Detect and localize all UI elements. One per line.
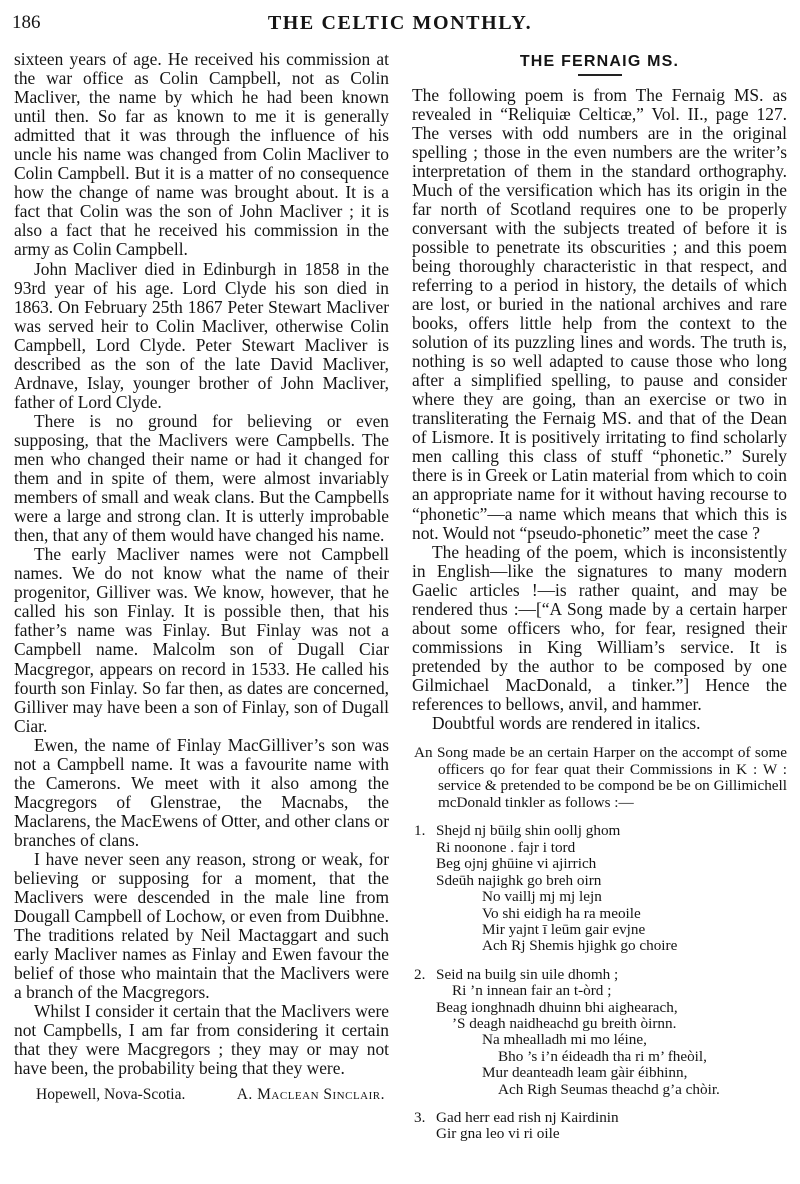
signature-author: A. Maclean Sinclair.: [236, 1085, 385, 1103]
verse-1: [412, 823, 787, 954]
verse-2: [412, 967, 787, 1098]
title-divider: [578, 74, 622, 76]
verse-line: Shejd nj būilg shin oollj ghom: [436, 822, 621, 840]
poem-heading: An Song made be an certain Harper on the accompt of some officers qo for fear quat their Commissions in K : W : service & pretended to be compond be be on Gillimichell mcDonald tinkler as follows :—: [414, 744, 787, 811]
verse-line: No vaillj mj mj lejn: [482, 888, 602, 906]
signature: [14, 1085, 389, 1104]
verse-line: Ri noonone . fajr i tord: [436, 838, 576, 856]
verse-line: Beg ojnj ghūine vi ajirrich: [436, 855, 597, 873]
paragraph: The early Macliver names were not Campbell names. We do not know what the name of their progenitor, Gilliver was. We know, however, that he called his son Finlay. It is possible then, that his father’s name was Finlay. But Finlay was not a Campbell name. Malcolm son of Dugall Ciar Macgregor, appears on record in 1533. He called his fourth son Finlay. So far then, as dates are concerned, Gilliver may have been a son of Finlay, son of Dugall Ciar.: [14, 544, 389, 736]
paragraph: There is no ground for believing or even supposing, that the Maclivers were Campbells. The men who changed their name or had it changed for them and in spite of them, were almost invariably members of small and weak clans. But the Campbells were a large and strong clan. It is utterly improbable then, that any of them would have changed his name.: [14, 410, 389, 546]
journal-title: THE CELTIC MONTHLY.: [267, 12, 533, 34]
paragraph: The heading of the poem, which is inconsistently in English—like the signatures to many modern Gaelic articles !—is rather quaint, and may be rendered thus :—[“A Song made by a certain harper about some officers who, for fear, resigned their commissions in King William’s service. It is pretended by the author to be composed by one Gilmichael MacDonald, a tinker.”] Hence the references to bellows, anvil, and hammer.: [412, 541, 787, 714]
signature-place: Hopewell, Nova-Scotia.: [36, 1085, 186, 1103]
verse-line: Na mhealladh mi mo léine,: [482, 1031, 647, 1049]
verse-line: Ach Rj Shemis hjighk go choire: [482, 937, 678, 955]
paragraph: John Macliver died in Edinburgh in 1858 in the 93rd year of his age. Lord Clyde his son died in 1863. On February 25th 1867 Peter Stewart Macliver was served heir to Colin Macliver, otherwise Colin Campbell, Lord Clyde. Peter Stewart Macliver is described as the son of the late David Macliver, Ardnave, Islay, younger brother of John Macliver, father of Lord Clyde.: [14, 258, 389, 412]
verse-number: 2.: [414, 965, 426, 983]
verse-line: Mur deanteadh leam gàir éibhinn,: [482, 1064, 688, 1082]
verse-number: 3.: [414, 1108, 426, 1126]
verse-line: Gad herr ead rish nj Kairdinin: [436, 1108, 619, 1126]
verse-line: Seid na builg sin uile dhomh ;: [436, 965, 619, 983]
verse-line: Beag ionghnadh dhuinn bhi aighearach,: [436, 998, 678, 1016]
verse-line: Sdeūh najighk go breh oirn: [436, 871, 602, 889]
verse-line: Ach Righ Seumas theachd g’a chòir.: [498, 1080, 720, 1098]
article-title: THE FERNAIG MS.: [519, 53, 680, 70]
left-column: [14, 50, 389, 1104]
paragraph: Doubtful words are rendered in italics.: [432, 713, 701, 734]
verse-3: [412, 1110, 787, 1143]
paragraph: Whilst I consider it certain that the Maclivers were not Campbells, I am far from considering it certain that they were Macgregors ; they may or may not have been, the probability being that they were.: [14, 1001, 389, 1079]
verse-line: ’S deagh naidheachd gu breith òirnn.: [452, 1014, 677, 1032]
verse-line: Ri ’n innean fair an t-òrd ;: [452, 982, 612, 1000]
paragraph: sixteen years of age. He received his commission at the war office as Colin Campbell, not as Colin Macliver, the name by which he had been known until then. So far as known to me it is generally admitted that it was through the influence of his uncle his name was changed from Colin Macliver to Colin Campbell. But it is a matter of no consequence how the change of name was brought about. It is a fact that Colin was the son of John Macliver ; it is also a fact that he received his commission in the army as Colin Campbell.: [14, 49, 389, 260]
paragraph: I have never seen any reason, strong or weak, for believing or supposing for a moment, that the Maclivers were descended in the male line from Dougall Campbell of Lochow, or even from Duibhne. The traditions related by Neil Mactaggart and such early Macliver names as Finlay and Ewen favour the belief of those who maintain that the Maclivers were a branch of the Macgregors.: [14, 848, 389, 1003]
verse-number: 1.: [414, 822, 426, 840]
page-number: 186: [12, 12, 41, 33]
verse-line: Bho ’s i’n éideadh tha ri m’ fheòil,: [498, 1047, 707, 1065]
right-column: [412, 52, 787, 1143]
verse-line: Mir yajnt ī leūm gair evjne: [482, 920, 646, 938]
verse-line: Gir gna leo vi ri oile: [436, 1125, 560, 1143]
verse-line: Vo shi eidigh ha ra meoile: [482, 904, 641, 922]
paragraph: Ewen, the name of Finlay MacGilliver’s son was not a Campbell name. It was a favourite name with the Camerons. We meet with it also among the Macgregors of Glenstrae, the Macnabs, the Maclarens, the MacEwens of Otter, and other clans or branches of clans.: [14, 734, 389, 850]
running-head: [12, 6, 788, 36]
paragraph: The following poem is from The Fernaig MS. as revealed in “Reliquiæ Celticæ,” Vol. II., page 127. The verses with odd numbers are in the original spelling ; those in the even numbers are the writer’s interpretation of them in the standard orthography. Much of the versification which has its origin in the far north of Scotland requires one to be properly conversant with the subjects treated of before it is possible to penetrate its obscurities ; and this poem being thoroughly characteristic in that respect, and referring to a period in history, the details of which are lost, or buried in the national archives and rare books, offers little help from the context to the solution of its puzzling lines and words. The truth is, nothing is so well adapted to cause those who long after a simplified spelling, to pause and consider where they are going, than an exercise or two in transliterating the Fernaig MS. and that of the Dean of Lismore. It is positively irritating to find scholarly men calling this class of stuff “phonetic.” Surely there is in Greek or Latin material from which to coin an appropriate name for it without having recourse to “phonetic”—a name which means that which this is not. Would not “pseudo-phonetic” meet the case ?: [412, 84, 787, 543]
